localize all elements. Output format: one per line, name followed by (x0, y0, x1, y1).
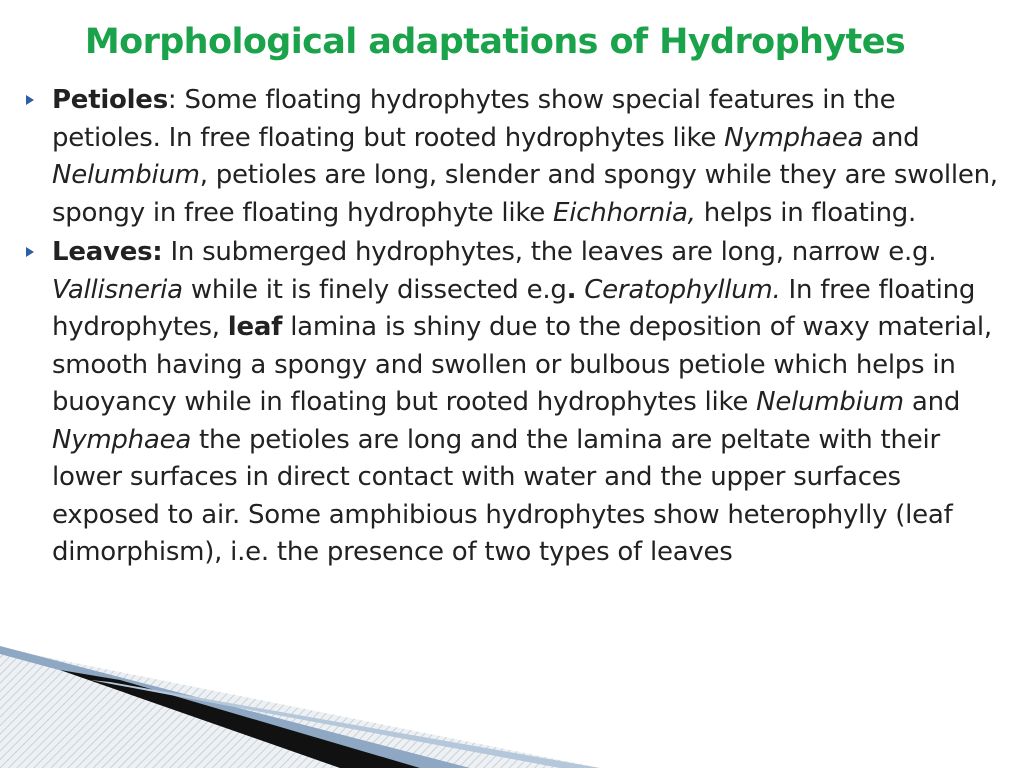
species-name: Nelumbium (756, 387, 904, 417)
species-name: Nymphaea (724, 122, 864, 153)
body-text: In submerged hydrophytes, the leaves are long, narrow e.g. (162, 237, 937, 267)
bullet-arrow-icon (26, 95, 34, 105)
body-text: : Some floating hydrophytes show special features in the petioles. In free floating but rooted hydrophytes like (52, 85, 896, 153)
bold-period: . (566, 274, 577, 305)
species-name: Eichhornia, (553, 197, 696, 228)
species-name: Nelumbium (52, 160, 200, 190)
body-text: In free floating hydrophytes, (52, 274, 976, 342)
bullet-petioles (18, 82, 1008, 232)
slide-title: Morphological adaptations of Hydrophytes (84, 22, 906, 62)
decorative-corner-swoosh (0, 640, 1024, 768)
body-text: while it is finely dissected e.g (182, 274, 567, 305)
body-text: and (903, 387, 961, 417)
body-text: the petioles are long and the lamina are peltate with their lower surfaces in direct contact with water and the upper surfaces exposed to air. Some amphibious hydrophytes show heterophylly (leaf dimorphism), i.e. the presence of two types of leaves (52, 424, 953, 567)
species-name: Nymphaea (52, 424, 192, 455)
bullet-label: Petioles (52, 85, 168, 115)
body-text: and (863, 122, 920, 153)
bullet-label: Leaves: (52, 237, 163, 267)
bullet-arrow-icon (26, 247, 34, 257)
species-name: Vallisneria (52, 274, 183, 305)
bullet-leaves (18, 234, 1008, 572)
body-text: lamina is shiny due to the deposition of waxy material, smooth having a spongy and swollen or bulbous petiole which helps in buoyancy while in floating but rooted hydrophytes like (52, 312, 992, 417)
species-name: Ceratophyllum. (584, 274, 781, 305)
body-text: helps in floating. (695, 197, 917, 228)
bullet-list (18, 82, 1008, 574)
body-text: , petioles are long, slender and spongy while they are swollen, spongy in free floating hydrophyte like (52, 160, 998, 228)
bold-term: leaf (227, 312, 283, 342)
